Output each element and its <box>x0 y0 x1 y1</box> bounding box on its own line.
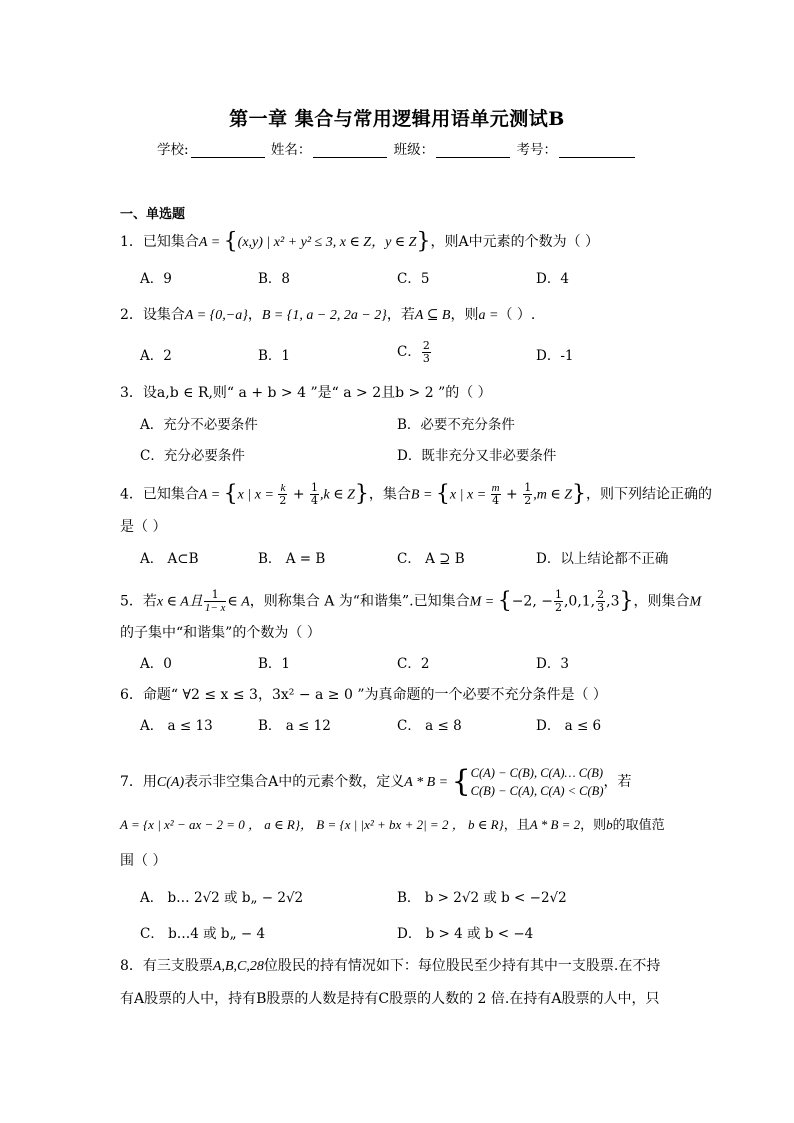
option-d[interactable]: D．3 <box>536 656 569 672</box>
fraction <box>491 482 501 507</box>
fraction <box>554 589 563 614</box>
question-3-stem <box>120 384 680 402</box>
question-7-stem-cont <box>120 816 680 835</box>
brace-close: } <box>572 481 587 507</box>
numerator: m <box>491 482 500 494</box>
question-number: 8． <box>120 958 143 974</box>
option-d[interactable]: D． a ≤ 6 <box>536 718 602 734</box>
math-expr: ,3 <box>606 593 620 610</box>
page-title: 第一章 集合与常用逻辑用语单元测试B <box>229 108 565 130</box>
brace-open: { <box>435 481 450 507</box>
denominator: 2 <box>554 601 562 614</box>
question-text: ， <box>247 307 262 323</box>
question-text: ，则下列结论正确的 <box>586 486 713 503</box>
math-expr: ,m ∈ Z <box>533 487 573 503</box>
math-expr: A = {0,−a} <box>184 308 248 323</box>
math-expr: b <box>606 817 613 832</box>
math-expr: A,B,C,28 <box>212 959 264 974</box>
option-d[interactable]: D．以上结论都不正确 <box>536 551 669 567</box>
option-a[interactable]: A．2 <box>140 348 172 364</box>
option-a[interactable]: A．9 <box>140 271 172 287</box>
denominator: 2 <box>279 494 287 507</box>
question-text: ，则A中元素的个数为（ ） <box>430 234 600 250</box>
case-1: C(A) − C(B), C(A)… C(B) <box>470 766 604 780</box>
numerator: 1 <box>204 589 227 602</box>
fraction <box>422 340 431 365</box>
math-expr: A = {x | x² − ax − 2 = 0 ， a ∈ R}， B = {x | |x² + bx + 2| = 2 ， b ∈ R} <box>120 817 504 832</box>
option-b[interactable]: B． A = B <box>258 551 326 567</box>
option-c[interactable]: C． a ≤ 8 <box>397 718 462 734</box>
option-c[interactable]: C． A ⊇ B <box>397 551 465 567</box>
brace-open: { <box>451 764 471 799</box>
question-text: 设集合 <box>142 307 185 323</box>
exam-no-label: 考号： <box>516 142 557 158</box>
math-expr: a = <box>478 308 499 323</box>
question-number: 1． <box>120 234 143 250</box>
fraction <box>596 589 605 614</box>
denominator: 1− x <box>204 602 226 614</box>
numerator: 1 <box>311 481 319 494</box>
question-text: ，集合 <box>368 486 411 503</box>
math-expr: A * B = <box>404 775 452 790</box>
question-text: 用 <box>142 774 157 790</box>
brace-open: { <box>497 588 512 614</box>
question-text: 已知集合 <box>142 234 199 250</box>
math-expr: B = {1, a − 2, 2a − 2} <box>261 308 387 323</box>
option-d[interactable]: D．既非充分又非必要条件 <box>397 448 557 464</box>
question-text: ，且 <box>503 818 530 833</box>
numerator: 1 <box>554 588 562 601</box>
option-c[interactable]: C．2 <box>397 656 430 672</box>
option-d[interactable]: D．-1 <box>536 348 574 364</box>
math-expr: −2, − <box>511 593 553 610</box>
section-heading: 一、单选题 <box>120 207 186 222</box>
exam-no-blank[interactable] <box>559 142 635 158</box>
question-8-stem-cont: 有A股票的人中，持有B股票的人数是持有C股票的人数的 2 倍.在持有A股票的人中，只 <box>120 991 660 1007</box>
school-blank[interactable] <box>191 142 265 158</box>
option-b[interactable]: B．8 <box>258 271 291 287</box>
option-b[interactable]: B．1 <box>258 656 291 672</box>
case-2: C(B) − C(A), C(A) < C(B) <box>470 784 604 798</box>
fraction <box>310 482 319 507</box>
question-text: ，则 <box>450 307 479 323</box>
numerator: 2 <box>597 588 605 601</box>
math-expr: A ⊆ B <box>414 308 451 323</box>
numerator: 1 <box>524 481 532 494</box>
math-expr: x | x = <box>237 487 278 503</box>
fraction <box>523 482 532 507</box>
math-expr: A * B = 2 <box>529 817 581 832</box>
question-text: 有三支股票 <box>142 958 213 974</box>
question-text: ，若 <box>386 307 415 323</box>
math-expr: C(A) <box>156 775 185 790</box>
question-number: 4． <box>120 486 143 503</box>
question-text: ，则集合 <box>633 593 690 610</box>
denominator: 2 <box>524 494 532 507</box>
school-label: 学校: <box>157 142 189 158</box>
math-expr: M <box>689 594 702 610</box>
question-text: ，若 <box>603 774 632 790</box>
question-7-stem-cont: 围（ ） <box>120 853 167 869</box>
student-info-line <box>0 138 794 158</box>
brace-close: } <box>416 229 431 254</box>
math-expr: A = <box>198 487 224 503</box>
question-text: 若 <box>142 593 157 610</box>
option-a[interactable]: A．充分不必要条件 <box>140 417 258 433</box>
option-a[interactable]: A． a ≤ 13 <box>140 718 213 734</box>
name-label: 姓名： <box>270 142 312 158</box>
math-expr: + <box>288 486 310 503</box>
fraction <box>278 482 287 507</box>
question-text: 位股民的持有情况如下：每位股民至少持有其中一支股票.在不持 <box>263 958 661 974</box>
denominator: 4 <box>311 494 319 507</box>
class-blank[interactable] <box>436 142 510 158</box>
option-c[interactable] <box>397 340 432 365</box>
numerator: 2 <box>422 339 430 352</box>
question-number: 5． <box>120 593 143 610</box>
math-expr: M = <box>469 594 498 610</box>
question-text: 设a,b ∈ R,则“ a + b > 4 ”是“ a > 2且b > 2 ”的（ ） <box>142 385 492 401</box>
option-a[interactable]: A． A⊂B <box>140 551 199 567</box>
question-8-stem <box>120 957 680 976</box>
class-label: 班级： <box>393 142 435 158</box>
question-text: ，则 <box>580 818 607 833</box>
denominator: 3 <box>422 352 430 365</box>
option-label: C． <box>397 344 421 360</box>
fraction <box>204 589 227 614</box>
option-b[interactable]: B．必要不充分条件 <box>397 417 515 433</box>
brace-close: } <box>354 481 369 507</box>
option-b[interactable]: B．1 <box>258 348 291 364</box>
option-d[interactable]: D．4 <box>536 271 569 287</box>
option-b[interactable]: B． a ≤ 12 <box>258 718 331 734</box>
question-text: （ ）. <box>498 307 536 323</box>
math-expr: x | x = <box>449 487 490 503</box>
question-6-stem <box>120 686 680 704</box>
option-d[interactable]: D． b > 4 或 b < −4 <box>397 926 534 942</box>
option-c[interactable]: C．充分必要条件 <box>140 448 245 464</box>
question-5-stem <box>120 588 702 614</box>
question-5-stem-cont: 的子集中“和谐集”的个数为（ ） <box>120 625 321 641</box>
brace-open: { <box>223 229 238 254</box>
brace-open: { <box>223 481 238 507</box>
option-a[interactable]: A． b… 2√2 或 b„ − 2√2 <box>140 890 304 906</box>
question-text: 表示非空集合A中的元素个数，定义 <box>184 774 405 790</box>
math-expr: B = <box>410 487 436 503</box>
math-expr: ,0,1, <box>563 593 596 610</box>
question-number: 6． <box>120 687 143 703</box>
math-expr: x ∈ A且 <box>156 594 203 610</box>
question-number: 3． <box>120 385 143 401</box>
question-text: 命题“ ∀2 ≤ x ≤ 3，3x² − a ≥ 0 ”为真命题的一个必要不充分条件是（ ） <box>142 687 607 703</box>
math-expr: (x,y) | x² + y² ≤ 3, x ∈ Z，y ∈ Z <box>237 235 417 250</box>
question-text: ，则称集合 A 为“和谐集”.已知集合 <box>249 593 470 610</box>
question-number: 2． <box>120 307 143 323</box>
math-expr: ∈ A <box>227 594 250 610</box>
question-text: 已知集合 <box>142 486 199 503</box>
name-blank[interactable] <box>313 142 387 158</box>
question-7-stem <box>120 764 680 800</box>
numerator: k <box>278 482 287 495</box>
option-c[interactable]: C． b…4 或 b„ − 4 <box>140 926 266 942</box>
option-b[interactable]: B． b > 2√2 或 b < −2√2 <box>397 890 567 906</box>
option-a[interactable]: A．0 <box>140 656 172 672</box>
denominator: 4 <box>492 494 500 507</box>
question-1-stem <box>120 229 680 254</box>
option-c[interactable]: C．5 <box>397 271 430 287</box>
math-expr: ,k ∈ Z <box>320 487 355 503</box>
denominator: 3 <box>597 601 605 614</box>
math-expr: A = <box>198 235 224 250</box>
question-text: 的取值范 <box>612 818 665 833</box>
math-expr: + <box>501 486 523 503</box>
question-4-stem <box>120 481 713 507</box>
question-2-stem <box>120 306 680 325</box>
question-number: 7． <box>120 774 143 790</box>
brace-close: } <box>619 588 634 614</box>
question-4-stem-cont: 是（ ） <box>120 519 167 535</box>
piecewise-definition <box>471 764 604 800</box>
